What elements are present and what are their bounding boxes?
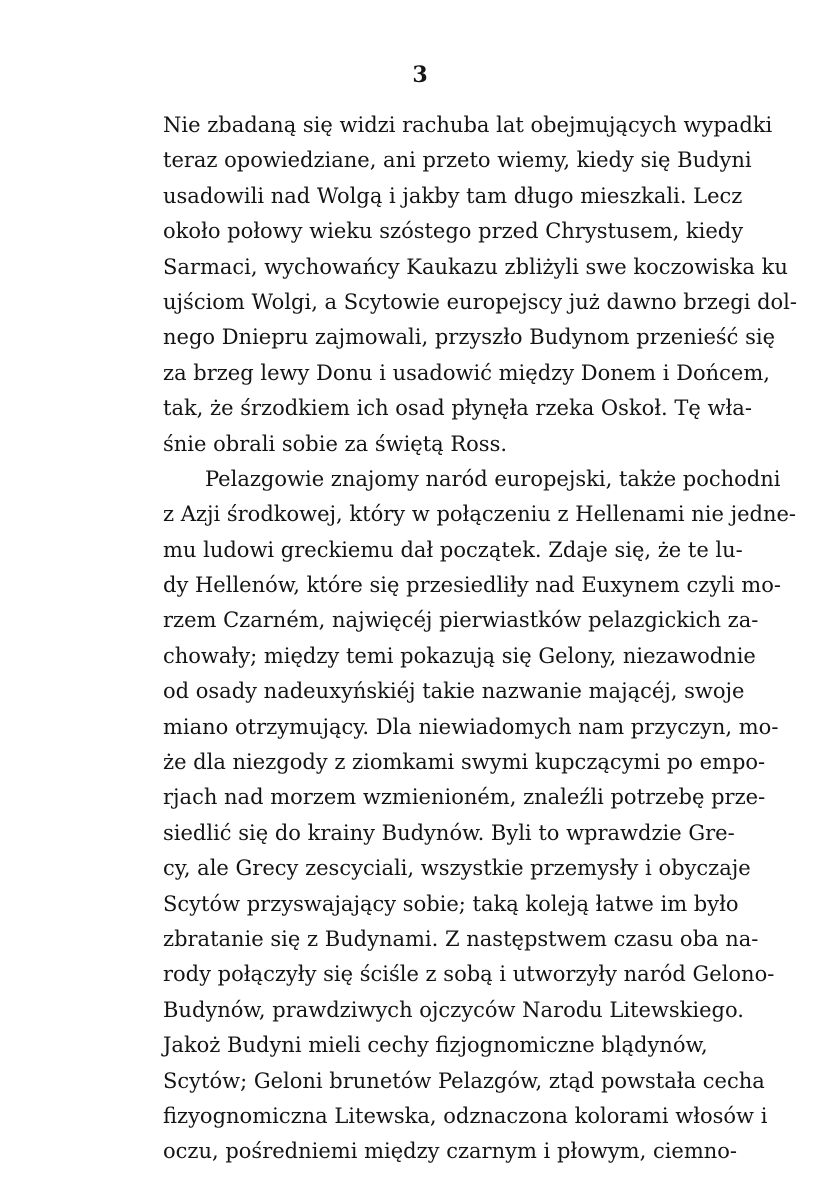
text-line: rody połączyły się ściśle z sobą i utworzyły naród Gelono-	[163, 962, 775, 987]
body-text	[163, 108, 797, 1170]
text-line: rzem Czarném, najwięcéj pierwiastków pelazgickich za-	[163, 608, 759, 633]
text-line: śnie obrali sobie za świętą Ross.	[163, 431, 508, 456]
text-line: dy Hellenów, które się przesiedliły nad Euxynem czyli mo-	[163, 573, 781, 598]
text-line: od osady nadeuxyńskiéj takie nazwanie mającéj, swoje	[163, 679, 745, 704]
text-line: oczu, pośredniemi między czarnym i płowym, ciemno-	[163, 1139, 738, 1164]
text-line: z Azji środkowej, który w połączeniu z Hellenami nie jedne-	[163, 502, 797, 527]
text-line: Jakoż Budyni mieli cechy fizjognomiczne blądynów,	[163, 1033, 708, 1058]
text-line: miano otrzymujący. Dla niewiadomych nam przyczyn, mo-	[163, 714, 779, 739]
text-line: rjach nad morzem wzmienioném, znaleźli potrzebę prze-	[163, 785, 766, 810]
text-line: cy, ale Grecy zescyciali, wszystkie przemysły i obyczaje	[163, 856, 751, 881]
text-line: fizyognomiczna Litewska, odznaczona kolorami włosów i	[163, 1103, 768, 1128]
text-line: chowały; między temi pokazują się Gelony, niezawodnie	[163, 643, 756, 668]
text-line: usadowili nad Wolgą i jakby tam długo mieszkali. Lecz	[163, 183, 743, 208]
text-line: Pelazgowie znajomy naród europejski, także pochodni	[205, 466, 781, 491]
text-line: ujściom Wolgi, a Scytowie europejscy już dawno brzegi dol-	[163, 289, 797, 314]
text-line: Sarmaci, wychowańcy Kaukazu zbliżyli swe koczowiska ku	[163, 254, 788, 279]
text-line: za brzeg lewy Donu i usadowić między Donem i Dońcem,	[163, 360, 770, 385]
text-line: siedlić się do krainy Budynów. Byli to wprawdzie Gre-	[163, 820, 735, 845]
text-line: teraz opowiedziane, ani przeto wiemy, kiedy się Budyni	[163, 148, 752, 173]
text-line: mu ludowi greckiemu dał początek. Zdaje się, że te lu-	[163, 537, 743, 562]
text-line: około połowy wieku szóstego przed Chrystusem, kiedy	[163, 219, 744, 244]
page-number: 3	[412, 62, 428, 88]
text-line: zbratanie się z Budynami. Z następstwem czasu oba na-	[163, 926, 759, 951]
text-line: że dla niezgody z ziomkami swymi kupczącymi po empo-	[163, 750, 766, 775]
text-line: tak, że śrzodkiem ich osad płynęła rzeka Oskoł. Tę wła-	[163, 396, 752, 421]
text-line: Scytów; Geloni brunetów Pelazgów, ztąd powstała cecha	[163, 1068, 765, 1093]
text-line: Nie zbadaną się widzi rachuba lat obejmujących wypadki	[163, 113, 773, 137]
text-line: Budynów, prawdziwych ojczyców Narodu Litewskiego.	[163, 997, 744, 1022]
text-line: nego Dniepru zajmowali, przyszło Budynom przenieść się	[163, 325, 776, 350]
text-line: Scytów przyswajający sobie; taką koleją łatwe im było	[163, 891, 739, 916]
